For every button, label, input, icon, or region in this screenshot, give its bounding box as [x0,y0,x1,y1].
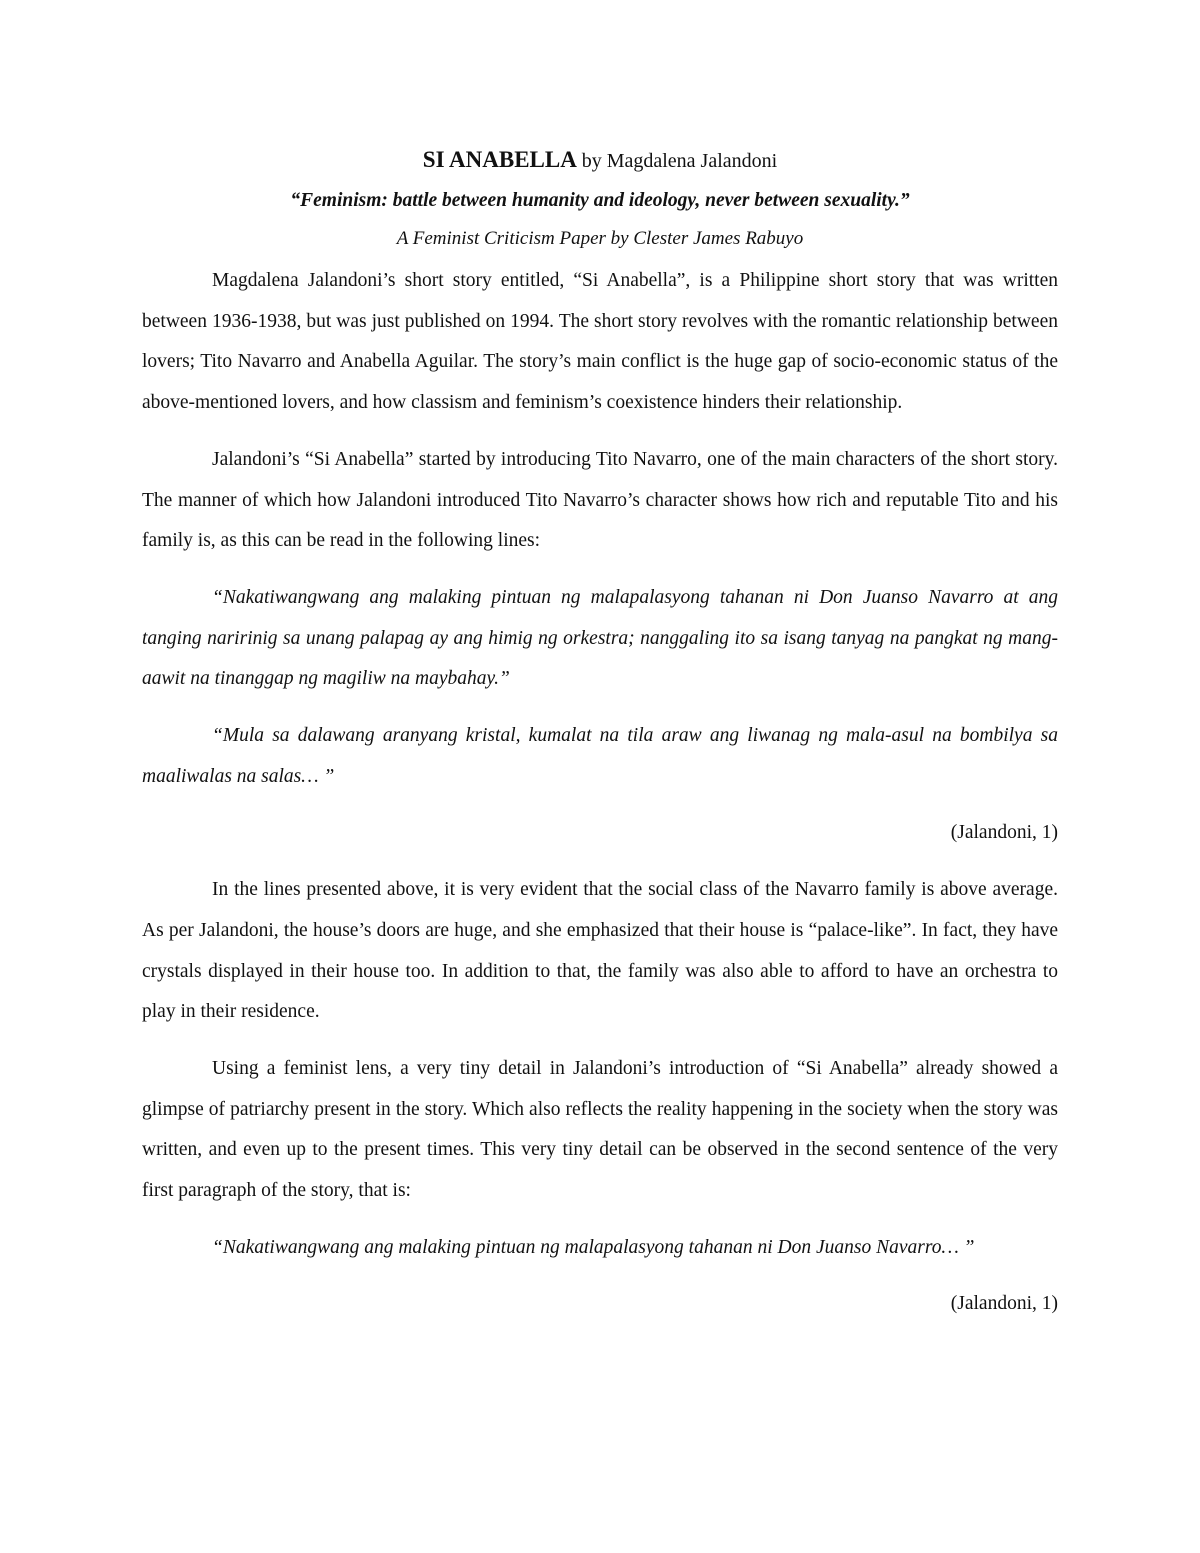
citation-2: (Jalandoni, 1) [950,1293,1058,1315]
citation-1: (Jalandoni, 1) [950,822,1058,844]
paragraph-2: Jalandoni’s “Si Anabella” started by introducing Tito Navarro, one of the main characters of the short story. The manner of which how Jalandoni introduced Tito Navarro’s character shows how rich and reputable Tito and his family is, as this can be read in the following lines: [142,448,1058,552]
paper-subtitle: A Feminist Criticism Paper by Clester James Rabuyo [396,228,804,249]
paragraph-1: Magdalena Jalandoni’s short story entitled, “Si Anabella”, is a Philippine short story that was written between 1936-1938, but was just published on 1994. The short story revolves with the romantic relationship between lovers; Tito Navarro and Anabella Aguilar. The story’s main conflict is the huge gap of socio-economic status of the above-mentioned lovers, and how classism and feminism’s coexistence hinders their relationship. [142,270,1058,414]
title-line [142,140,1058,182]
block-quote-3: “Nakatiwangwang ang malaking pintuan ng malapalasyong tahanan ni Don Juanso Navarro… ” [212,1236,975,1258]
epigraph: “Feminism: battle between humanity and ideology, never between sexuality.” [290,190,910,211]
paragraph-4: Using a feminist lens, a very tiny detail in Jalandoni’s introduction of “Si Anabella” already showed a glimpse of patriarchy present in the story. Which also reflects the reality happening in the society when the story was written, and even up to the present times. This very tiny detail can be observed in the second sentence of the very first paragraph of the story, that is: [142,1057,1058,1202]
document-page [142,140,1058,1341]
document-byline: by Magdalena Jalandoni [581,150,778,172]
paragraph-3: In the lines presented above, it is very evident that the social class of the Navarro family is above average. As per Jalandoni, the house’s doors are huge, and she emphasized that their house is “palace-like”. In fact, they have crystals displayed in their house too. In addition to that, the family was also able to afford to have an orchestra to play in their residence. [142,879,1058,1023]
document-title: SI ANABELLA [422,147,577,172]
block-quote-2: “Mula sa dalawang aranyang kristal, kumalat na tila araw ang liwanag ng mala-asul na bombilya sa maaliwalas na salas… ” [142,725,1058,787]
block-quote-1: “Nakatiwangwang ang malaking pintuan ng malapalasyong tahanan ni Don Juanso Navarro at ang tanging naririnig sa unang palapag ay ang himig ng orkestra; nanggaling ito sa isang tanyag na pangkat ng mang-aawit na tinanggap ng magiliw na maybahay.” [142,586,1058,690]
